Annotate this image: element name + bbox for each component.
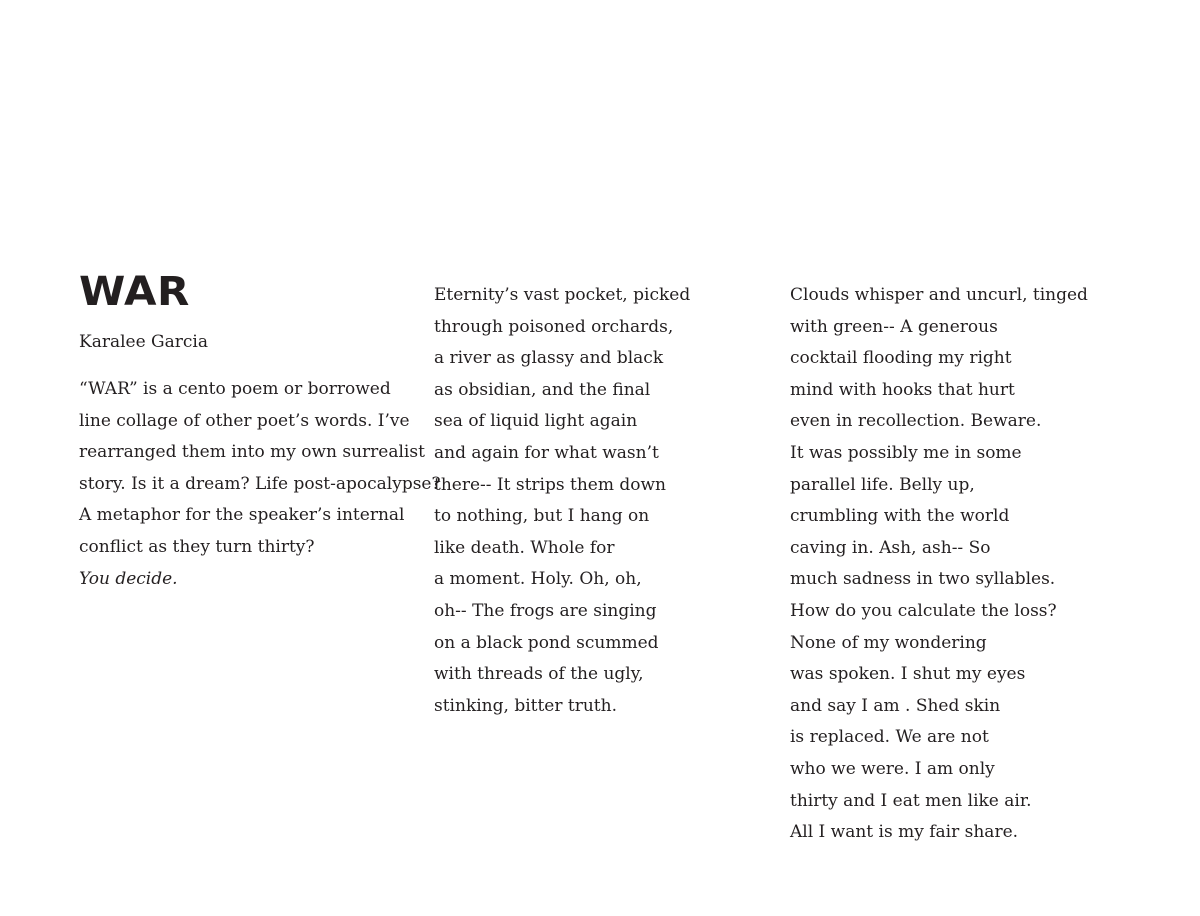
poem-line: It was possibly me in some [790, 442, 1022, 463]
poem-line: there-- It strips them down [434, 474, 666, 495]
poem-line: much sadness in two syllables. [790, 569, 1056, 590]
poem-line: as obsidian, and the final [434, 379, 651, 400]
poem-line: thirty and I eat men like air. [790, 790, 1032, 811]
intro-paragraph [79, 374, 441, 595]
poem-line: on a black pond scummed [434, 632, 659, 653]
poem-line: was spoken. I shut my eyes [790, 664, 1026, 685]
poem-line: How do you calculate the loss? [790, 600, 1057, 621]
intro-line: story. Is it a dream? Life post-apocalypse? [79, 473, 441, 494]
poem-stanza-2 [434, 280, 690, 722]
poem-line: stinking, bitter truth. [434, 695, 617, 716]
poem-line: with green-- A generous [790, 316, 998, 337]
intro-line: rearranged them into my own surrealist [79, 442, 425, 463]
poem-line: Clouds whisper and uncurl, tinged [790, 285, 1088, 305]
poem-title: WAR [79, 269, 190, 315]
poem-stanza-3 [790, 280, 1088, 849]
poem-line: Eternity’s vast pocket, picked [434, 285, 691, 305]
poem-line: who we were. I am only [790, 758, 995, 779]
poem-line: caving in. Ash, ash-- So [790, 537, 991, 558]
poem-line: cocktail flooding my right [790, 348, 1012, 369]
intro-closing: You decide. [79, 568, 178, 589]
intro-line: “WAR” is a cento poem or borrowed [79, 379, 391, 399]
poem-line: parallel life. Belly up, [790, 474, 975, 495]
poem-line: is replaced. We are not [790, 727, 989, 748]
poem-line: crumbling with the world [790, 506, 1010, 527]
poem-line: through poisoned orchards, [434, 316, 674, 337]
author-name: Karalee Garcia [79, 332, 208, 352]
poem-line: even in recollection. Beware. [790, 411, 1042, 432]
poem-line: a moment. Holy. Oh, oh, [434, 569, 642, 590]
intro-line: A metaphor for the speaker’s internal [79, 505, 405, 526]
poem-line: mind with hooks that hurt [790, 379, 1015, 400]
intro-line: line collage of other poet’s words. I’ve [79, 410, 410, 431]
poem-line: and again for what wasn’t [434, 442, 659, 463]
intro-line: conflict as they turn thirty? [79, 536, 315, 557]
poem-line: with threads of the ugly, [434, 664, 644, 685]
poem-line: a river as glassy and black [434, 348, 664, 369]
poem-line: sea of liquid light again [434, 411, 638, 432]
poem-line: None of my wondering [790, 632, 987, 653]
poem-line: to nothing, but I hang on [434, 506, 650, 527]
poem-line: oh-- The frogs are singing [434, 600, 657, 621]
poem-line: like death. Whole for [434, 537, 615, 558]
poem-line: All I want is my fair share. [790, 822, 1019, 843]
poem-line: and say I am . Shed skin [790, 695, 1001, 716]
